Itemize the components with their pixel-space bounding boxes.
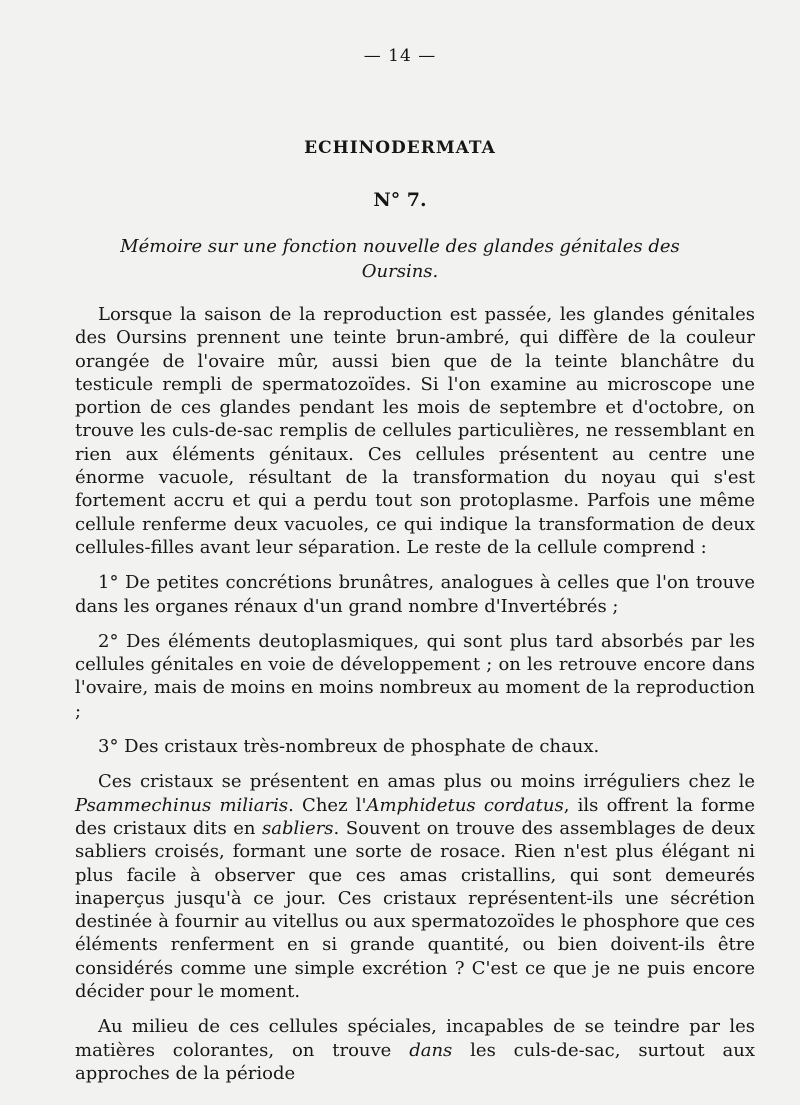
- list-item-3: 3° Des cristaux très-nombreux de phosphate de chaux.: [98, 736, 600, 758]
- text-run: Au milieu de ces cellules spéciales, incapables de se teindre par les matières colorantes, on trouve: [75, 1016, 755, 1061]
- section-title: ECHINODERMATA: [304, 138, 496, 158]
- memoir-number: N° 7.: [373, 189, 427, 211]
- text-run: les culs-de-sac, surtout aux approches de la période: [75, 1039, 755, 1084]
- page-number: — 14 —: [363, 46, 437, 66]
- species-name: Psammechinus miliaris: [75, 794, 289, 816]
- paragraph-crystals: [75, 770, 755, 1003]
- text-run: . Chez l': [288, 794, 367, 816]
- body-text: [75, 303, 755, 1097]
- emphasis-dans: dans: [409, 1039, 453, 1061]
- paragraph-cells: [75, 1015, 755, 1085]
- text-run: . Souvent on trouve des assemblages de deux sabliers croisés, formant une sorte de rosace. Rien n'est plus élégant ni plus facile à observer que ces amas cristallins, qui sont demeurés inaperçus jusqu'à ce jour. Ces cristaux représentent-ils une sécrétion destinée à fournir au vitellus ou aux spermatozoïdes le phosphore que ces éléments renferment en si grande quantité, ou bien doivent-ils être considérés comme une simple excrétion ? C'est ce que je ne puis encore décider pour le moment.: [75, 817, 755, 1003]
- list-item-2: 2° Des éléments deutoplasmiques, qui sont plus tard absorbés par les cellules génitales en voie de développement ; on les retrouve encore dans l'ovaire, mais de moins en moins nombreux au moment de la reproduction ;: [75, 630, 755, 722]
- species-name: Amphidetus cordatus: [366, 794, 564, 816]
- list-item-1: 1° De petites concrétions brunâtres, analogues à celles que l'on trouve dans les organes rénaux d'un grand nombre d'Invertébrés ;: [75, 572, 755, 617]
- memoir-title: Mémoire sur une fonction nouvelle des glandes génitales des Oursins.: [120, 236, 680, 282]
- term-sabliers: sabliers: [262, 817, 334, 839]
- text-run: , ils offrent la forme des cristaux dits en: [75, 794, 756, 839]
- text-run: Ces cristaux se présentent en amas plus ou moins irréguliers chez le: [98, 771, 755, 793]
- paragraph-intro: Lorsque la saison de la reproduction est passée, les glandes génitales des Oursins prennent une teinte brun-ambré, qui diffère de la couleur orangée de l'ovaire mûr, aussi bien que de la teinte blanchâtre du testicule rempli de spermatozoïdes. Si l'on examine au microscope une portion de ces glandes pendant les mois de septembre et d'octobre, on trouve les culs-de-sac remplis de cellules particulières, ne ressemblant en rien aux éléments génitaux. Ces cellules présentent au centre une énorme vacuole, résultant de la transformation du noyau qui s'est fortement accru et qui a perdu tout son protoplasme. Parfois une même cellule renferme deux vacuoles, ce qui indique la transformation de deux cellules-filles avant leur séparation. Le reste de la cellule comprend :: [75, 304, 755, 558]
